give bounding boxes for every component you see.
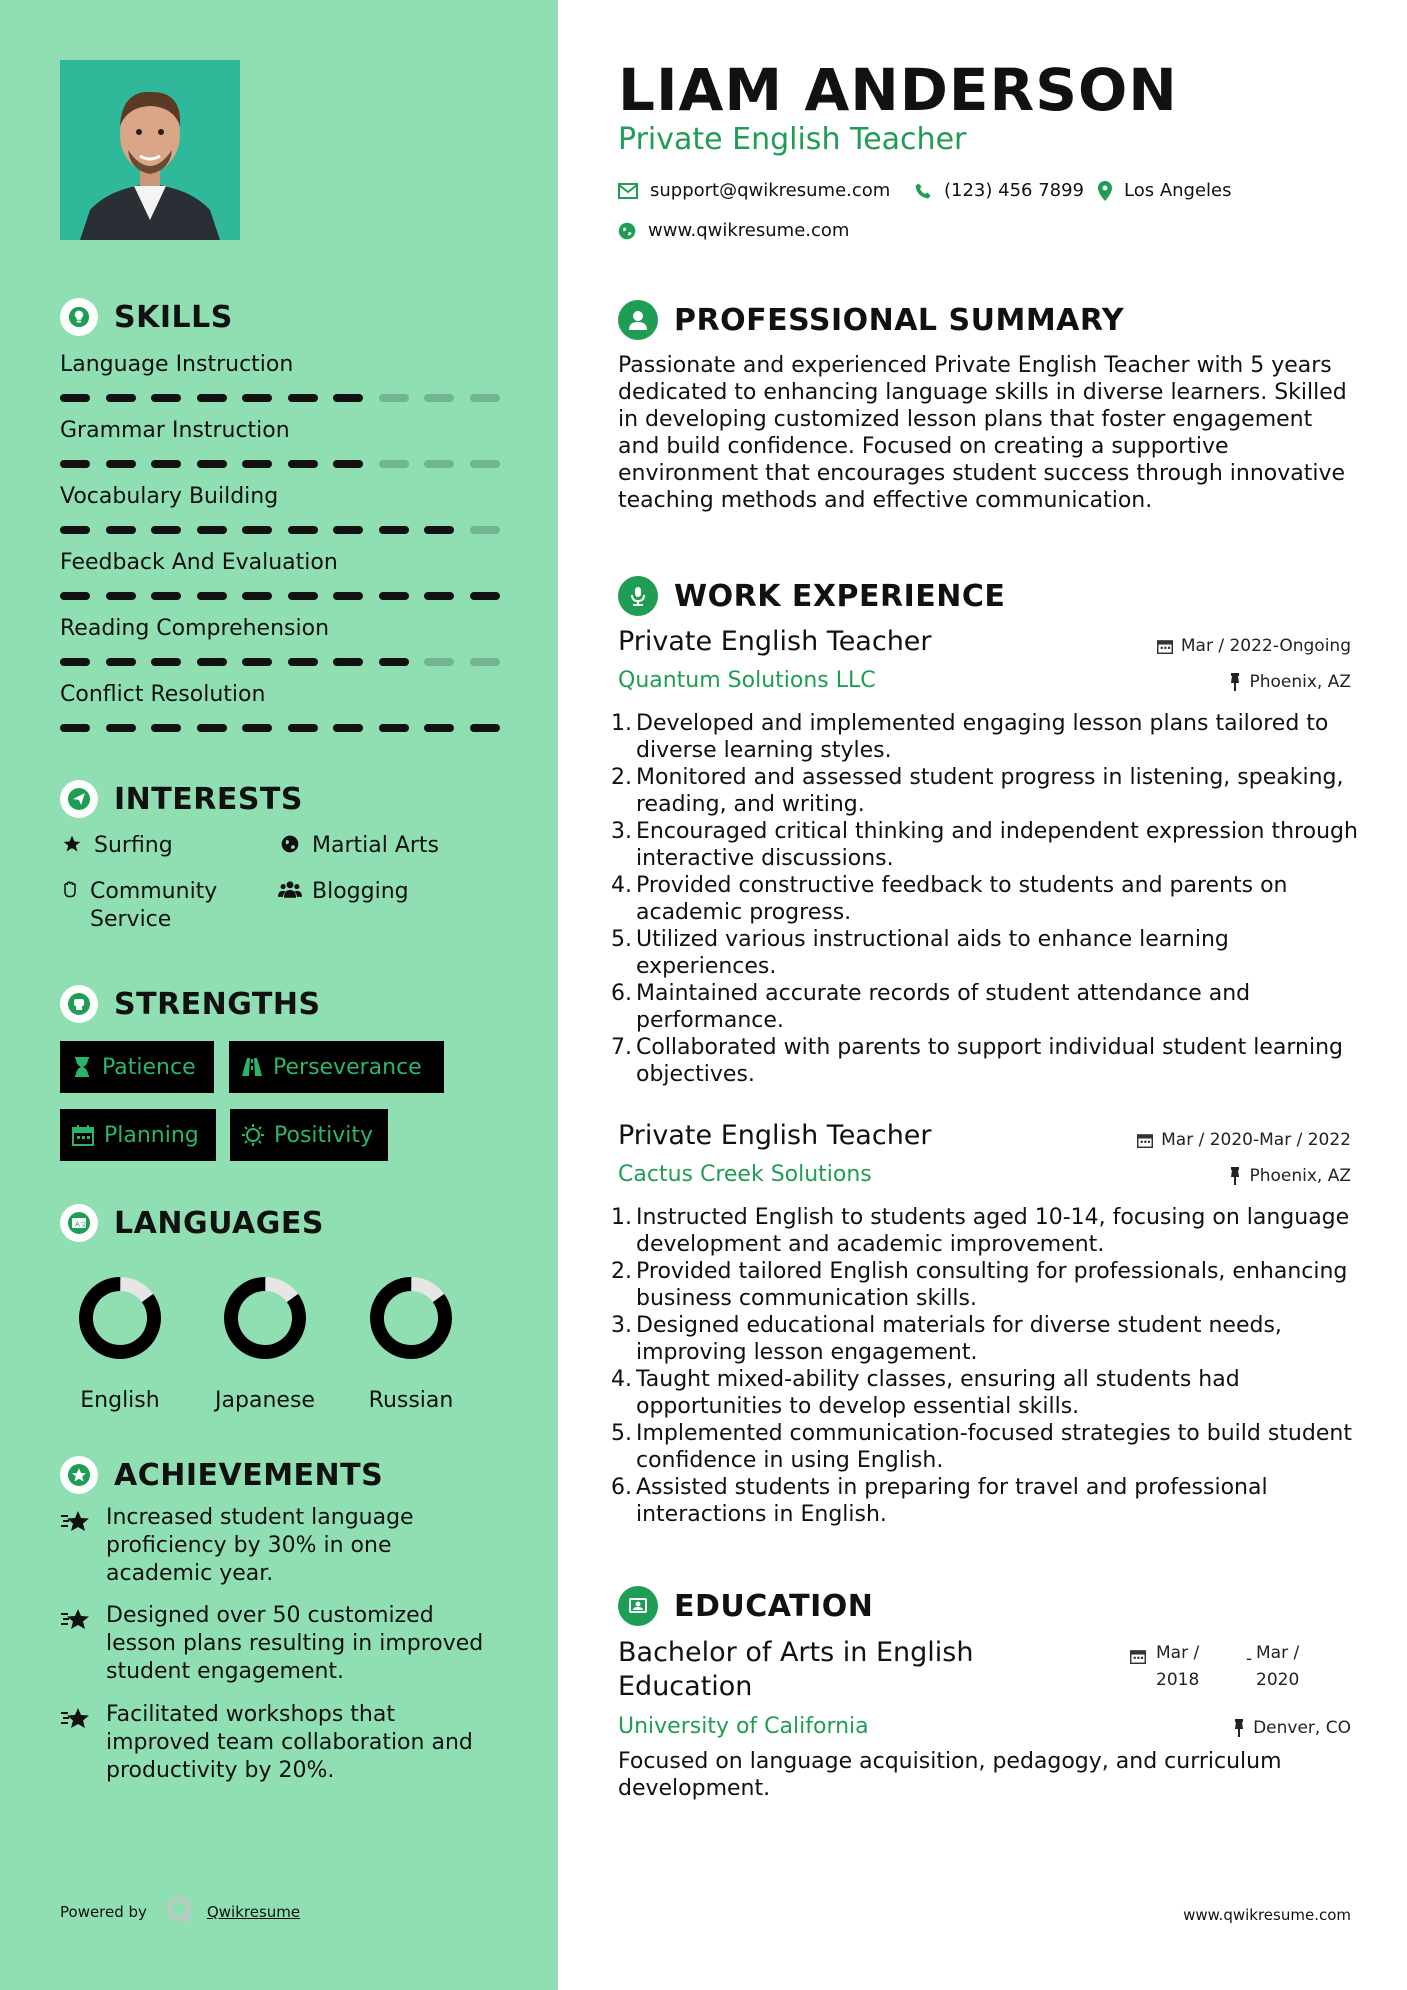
skill-level-bar bbox=[60, 724, 500, 732]
interest-item bbox=[60, 832, 173, 860]
skill-level-dot bbox=[379, 394, 409, 402]
skill-level-dot bbox=[470, 394, 500, 402]
duty-number: 1. bbox=[611, 1205, 632, 1230]
shooting-star-icon bbox=[60, 1504, 90, 1538]
skill-level-dot bbox=[288, 592, 318, 600]
duty-item bbox=[608, 980, 1368, 1034]
interests-title: INTERESTS bbox=[114, 781, 303, 817]
strength-badge bbox=[60, 1109, 216, 1161]
powered-by bbox=[60, 1896, 300, 1928]
duty-item bbox=[608, 764, 1368, 818]
duty-number: 6. bbox=[611, 1475, 632, 1500]
globe-icon bbox=[278, 832, 302, 854]
skill-level-dot bbox=[197, 526, 227, 534]
duty-number: 1. bbox=[611, 711, 632, 736]
strength-label: Perseverance bbox=[273, 1054, 422, 1080]
skill-item bbox=[60, 418, 500, 468]
skills-title: SKILLS bbox=[114, 299, 233, 335]
skill-level-dot bbox=[424, 460, 454, 468]
interests-heading bbox=[60, 780, 303, 818]
education-description: Focused on language acquisition, pedagogy, and curriculum development. bbox=[618, 1749, 1282, 1801]
contact-location bbox=[1098, 180, 1232, 201]
education-title: EDUCATION bbox=[674, 1588, 874, 1624]
skill-name: Reading Comprehension bbox=[60, 616, 330, 641]
experience-title: WORK EXPERIENCE bbox=[674, 578, 1006, 614]
achievement-item bbox=[60, 1701, 500, 1785]
skill-level-dot bbox=[288, 526, 318, 534]
duty-number: 2. bbox=[611, 1259, 632, 1284]
strength-badge bbox=[60, 1041, 214, 1093]
interest-label: Martial Arts bbox=[312, 833, 440, 858]
skill-level-bar bbox=[60, 394, 500, 402]
candidate-title: Private English Teacher bbox=[618, 122, 967, 157]
duty-text: Developed and implemented engaging lesson plans tailored to diverse learning styles. bbox=[636, 711, 1329, 763]
contact-email[interactable] bbox=[618, 180, 890, 201]
interest-label: Blogging bbox=[312, 879, 409, 904]
skill-level-dot bbox=[379, 658, 409, 666]
duty-item bbox=[608, 1312, 1368, 1366]
skill-level-dot bbox=[106, 460, 136, 468]
ring-fill bbox=[73, 1271, 168, 1366]
skill-level-dot bbox=[333, 526, 363, 534]
summary-heading bbox=[618, 300, 1124, 340]
achievements-title: ACHIEVEMENTS bbox=[114, 1457, 384, 1493]
skill-level-dot bbox=[151, 658, 181, 666]
duty-item bbox=[608, 1034, 1368, 1088]
skill-level-dot bbox=[470, 526, 500, 534]
education-heading bbox=[618, 1586, 873, 1626]
interest-label: Surfing bbox=[94, 833, 173, 858]
main-content bbox=[558, 0, 1407, 1990]
skill-level-bar bbox=[60, 460, 500, 468]
website-text: www.qwikresume.com bbox=[648, 220, 850, 241]
language-item bbox=[210, 1270, 320, 1413]
skill-level-dot bbox=[288, 724, 318, 732]
skill-level-bar bbox=[60, 526, 500, 534]
podium-icon bbox=[618, 576, 658, 616]
experience-heading bbox=[618, 576, 1005, 616]
qwikresume-link[interactable]: Qwikresume bbox=[206, 1903, 301, 1921]
user-icon bbox=[618, 300, 658, 340]
skill-name: Language Instruction bbox=[60, 352, 294, 377]
duty-text: Instructed English to students aged 10-14, focusing on language development and academic improvement. bbox=[636, 1205, 1350, 1257]
degree-title: Bachelor of Arts in English Education bbox=[618, 1637, 974, 1702]
skill-level-dot bbox=[151, 724, 181, 732]
job-title: Private English Teacher bbox=[618, 626, 932, 657]
skill-level-dot bbox=[288, 394, 318, 402]
proficiency-ring bbox=[72, 1270, 168, 1366]
languages-heading bbox=[60, 1204, 324, 1242]
interest-label: Community Service bbox=[90, 879, 218, 932]
strengths-heading bbox=[60, 985, 321, 1023]
skill-item bbox=[60, 682, 500, 732]
duty-number: 5. bbox=[611, 1421, 632, 1446]
skill-level-dot bbox=[333, 592, 363, 600]
duty-text: Collaborated with parents to support individual student learning objectives. bbox=[636, 1035, 1343, 1087]
calendar-icon bbox=[1137, 1132, 1153, 1148]
duty-item bbox=[608, 1474, 1368, 1528]
job-duties bbox=[608, 1204, 1368, 1528]
achievement-text: Increased student language proficiency by 30% in one academic year. bbox=[106, 1505, 414, 1586]
profile-photo bbox=[60, 60, 240, 240]
job-title: Private English Teacher bbox=[618, 1120, 932, 1151]
skill-level-dot bbox=[197, 724, 227, 732]
skill-level-dot bbox=[333, 394, 363, 402]
pin-icon bbox=[1229, 673, 1241, 691]
skill-level-dot bbox=[106, 394, 136, 402]
pin-icon bbox=[1233, 1719, 1245, 1737]
skills-heading bbox=[60, 298, 233, 336]
languages-title: LANGUAGES bbox=[114, 1205, 324, 1241]
skill-level-dot bbox=[60, 460, 90, 468]
phone-text: (123) 456 7899 bbox=[944, 180, 1085, 201]
email-text: support@qwikresume.com bbox=[650, 180, 891, 201]
skill-level-dot bbox=[470, 592, 500, 600]
skill-level-dot bbox=[60, 394, 90, 402]
skill-level-dot bbox=[470, 658, 500, 666]
skill-level-dot bbox=[379, 460, 409, 468]
proficiency-ring bbox=[217, 1270, 313, 1366]
shooting-star-icon bbox=[60, 1701, 90, 1735]
summary-title: PROFESSIONAL SUMMARY bbox=[674, 302, 1125, 338]
ring-fill bbox=[364, 1271, 459, 1366]
duty-text: Assisted students in preparing for travel and professional interactions in English. bbox=[636, 1475, 1268, 1527]
location-text: Los Angeles bbox=[1124, 180, 1232, 201]
graduation-icon bbox=[618, 1586, 658, 1626]
duty-item bbox=[608, 818, 1368, 872]
duty-number: 4. bbox=[611, 1367, 632, 1392]
job-dates-text: Mar / 2020-Mar / 2022 bbox=[1161, 1130, 1351, 1150]
duty-item bbox=[608, 1258, 1368, 1312]
duty-number: 7. bbox=[611, 1035, 632, 1060]
skill-level-dot bbox=[288, 658, 318, 666]
skill-level-bar bbox=[60, 658, 500, 666]
skill-level-dot bbox=[60, 526, 90, 534]
duty-text: Designed educational materials for diverse student needs, improving lesson engagement. bbox=[636, 1313, 1282, 1365]
skill-item bbox=[60, 484, 500, 534]
education-date-dash: - bbox=[1246, 1649, 1253, 1669]
language-name: English bbox=[80, 1388, 160, 1413]
duty-item bbox=[608, 872, 1368, 926]
duty-item bbox=[608, 710, 1368, 764]
skill-level-dot bbox=[333, 658, 363, 666]
education-end: Mar / 2020 bbox=[1256, 1643, 1300, 1690]
school-name: University of California bbox=[618, 1714, 869, 1739]
duty-text: Utilized various instructional aids to enhance learning experiences. bbox=[636, 927, 1229, 979]
candidate-name: LIAM ANDERSON bbox=[618, 56, 1178, 124]
duty-item bbox=[608, 1204, 1368, 1258]
education-location-text: Denver, CO bbox=[1253, 1718, 1351, 1738]
skill-name: Grammar Instruction bbox=[60, 418, 290, 443]
skill-level-dot bbox=[379, 724, 409, 732]
star-icon bbox=[60, 832, 84, 854]
strength-label: Positivity bbox=[274, 1122, 374, 1148]
job-duties bbox=[608, 710, 1368, 1088]
duty-number: 3. bbox=[611, 1313, 632, 1338]
interest-item bbox=[278, 832, 439, 860]
interest-item bbox=[278, 878, 409, 906]
duty-number: 5. bbox=[611, 927, 632, 952]
duty-text: Maintained accurate records of student attendance and performance. bbox=[636, 981, 1251, 1033]
svg-text:文: 文 bbox=[80, 1220, 87, 1229]
duty-item bbox=[608, 1366, 1368, 1420]
duty-item bbox=[608, 1420, 1368, 1474]
job-dates-text: Mar / 2022-Ongoing bbox=[1180, 636, 1351, 656]
skill-level-dot bbox=[424, 592, 454, 600]
skill-level-dot bbox=[106, 592, 136, 600]
lightbulb-icon bbox=[60, 298, 98, 336]
powered-by-label: Powered by bbox=[60, 1903, 147, 1921]
job-company: Cactus Creek Solutions bbox=[618, 1162, 872, 1187]
duty-text: Implemented communication-focused strategies to build student confidence in using English. bbox=[636, 1421, 1352, 1473]
ring-fill bbox=[218, 1271, 313, 1366]
proficiency-ring bbox=[363, 1270, 459, 1366]
skill-level-dot bbox=[106, 658, 136, 666]
duty-item bbox=[608, 926, 1368, 980]
skill-level-dot bbox=[424, 526, 454, 534]
skill-name: Vocabulary Building bbox=[60, 484, 279, 509]
skill-item bbox=[60, 550, 500, 600]
strength-label: Patience bbox=[102, 1054, 196, 1080]
calendar-icon bbox=[72, 1124, 94, 1146]
duty-number: 6. bbox=[611, 981, 632, 1006]
globe-icon bbox=[618, 222, 636, 240]
skill-level-dot bbox=[242, 724, 272, 732]
skill-level-dot bbox=[242, 658, 272, 666]
duty-number: 4. bbox=[611, 873, 632, 898]
strength-badge bbox=[229, 1041, 444, 1093]
skill-item bbox=[60, 616, 500, 666]
skill-name: Feedback And Evaluation bbox=[60, 550, 338, 575]
road-icon bbox=[241, 1057, 263, 1077]
skill-level-dot bbox=[197, 394, 227, 402]
skill-level-bar bbox=[60, 592, 500, 600]
summary-text: Passionate and experienced Private English Teacher with 5 years dedicated to enhancing language skills in diverse learners. Skilled in developing customized lesson plans that foster engagement and build confidence. Focused on creating a supportive environment that encourages student success through innovative teaching methods and effective communication. bbox=[618, 353, 1347, 513]
skill-level-dot bbox=[197, 460, 227, 468]
duty-text: Provided constructive feedback to students and parents on academic progress. bbox=[636, 873, 1288, 925]
job-location bbox=[1229, 1166, 1351, 1186]
skill-level-dot bbox=[379, 592, 409, 600]
skill-level-dot bbox=[151, 592, 181, 600]
paper-plane-icon bbox=[60, 780, 98, 818]
skill-level-dot bbox=[288, 460, 318, 468]
duty-number: 3. bbox=[611, 819, 632, 844]
envelope-icon bbox=[618, 183, 638, 199]
map-marker-icon bbox=[1098, 181, 1112, 201]
skill-level-dot bbox=[151, 394, 181, 402]
job-location-text: Phoenix, AZ bbox=[1249, 672, 1351, 692]
skill-level-dot bbox=[197, 592, 227, 600]
job-dates bbox=[1137, 1130, 1351, 1150]
skill-level-dot bbox=[242, 592, 272, 600]
skill-level-dot bbox=[379, 526, 409, 534]
skill-level-dot bbox=[470, 724, 500, 732]
language-item bbox=[65, 1270, 175, 1413]
users-icon bbox=[278, 878, 302, 900]
strengths-title: STRENGTHS bbox=[114, 986, 321, 1022]
language-name: Japanese bbox=[215, 1388, 315, 1413]
job-company: Quantum Solutions LLC bbox=[618, 668, 876, 693]
skill-level-dot bbox=[60, 592, 90, 600]
skill-level-dot bbox=[106, 526, 136, 534]
skill-level-dot bbox=[333, 460, 363, 468]
fist-icon bbox=[60, 985, 98, 1023]
duty-number: 2. bbox=[611, 765, 632, 790]
duty-text: Monitored and assessed student progress in listening, speaking, reading, and writing. bbox=[636, 765, 1344, 817]
skill-level-dot bbox=[424, 658, 454, 666]
skill-level-dot bbox=[60, 724, 90, 732]
achievement-item bbox=[60, 1504, 500, 1588]
sidebar bbox=[0, 0, 558, 1990]
svg-text:A: A bbox=[75, 1220, 80, 1229]
contact-phone[interactable] bbox=[914, 180, 1084, 201]
duty-text: Taught mixed-ability classes, ensuring all students had opportunities to develop essential skills. bbox=[636, 1367, 1240, 1419]
contact-website[interactable] bbox=[618, 220, 849, 241]
skill-level-dot bbox=[60, 658, 90, 666]
strength-label: Planning bbox=[104, 1122, 199, 1148]
education-location bbox=[1233, 1718, 1351, 1738]
language-name: Russian bbox=[368, 1388, 454, 1413]
skill-name: Conflict Resolution bbox=[60, 682, 266, 707]
footer-website[interactable]: www.qwikresume.com bbox=[1183, 1906, 1351, 1924]
skill-level-dot bbox=[197, 658, 227, 666]
skill-level-dot bbox=[242, 526, 272, 534]
shooting-star-icon bbox=[60, 1602, 90, 1636]
education-start bbox=[1130, 1640, 1206, 1694]
language-item bbox=[356, 1270, 466, 1413]
calendar-icon bbox=[1130, 1640, 1146, 1673]
qwikresume-logo-icon bbox=[165, 1896, 193, 1928]
achievement-text: Facilitated workshops that improved team collaboration and productivity by 20%. bbox=[106, 1702, 473, 1783]
achievement-text: Designed over 50 customized lesson plans resulting in improved student engagement. bbox=[106, 1603, 484, 1684]
star-badge-icon bbox=[60, 1456, 98, 1494]
strength-badge bbox=[230, 1109, 388, 1161]
skill-level-dot bbox=[106, 724, 136, 732]
skill-item bbox=[60, 352, 500, 402]
education-start-text: Mar / 2018 bbox=[1156, 1643, 1200, 1690]
calendar-icon bbox=[1157, 638, 1173, 654]
skill-level-dot bbox=[424, 394, 454, 402]
job-dates bbox=[1157, 636, 1351, 656]
job-location-text: Phoenix, AZ bbox=[1249, 1166, 1351, 1186]
sun-icon bbox=[242, 1124, 264, 1146]
interest-item bbox=[60, 878, 260, 934]
skill-level-dot bbox=[242, 460, 272, 468]
achievements-heading bbox=[60, 1456, 383, 1494]
hourglass-icon bbox=[72, 1056, 92, 1078]
phone-icon bbox=[914, 182, 932, 200]
skill-level-dot bbox=[242, 394, 272, 402]
duty-text: Encouraged critical thinking and independent expression through interactive discussions. bbox=[636, 819, 1358, 871]
pin-icon bbox=[1229, 1167, 1241, 1185]
skill-level-dot bbox=[151, 526, 181, 534]
achievement-item bbox=[60, 1602, 500, 1686]
hand-icon bbox=[60, 878, 80, 900]
skill-level-dot bbox=[424, 724, 454, 732]
job-location bbox=[1229, 672, 1351, 692]
language-icon bbox=[60, 1204, 98, 1242]
skill-level-dot bbox=[151, 460, 181, 468]
skill-level-dot bbox=[470, 460, 500, 468]
duty-text: Provided tailored English consulting for professionals, enhancing business communication skills. bbox=[636, 1259, 1348, 1311]
skill-level-dot bbox=[333, 724, 363, 732]
